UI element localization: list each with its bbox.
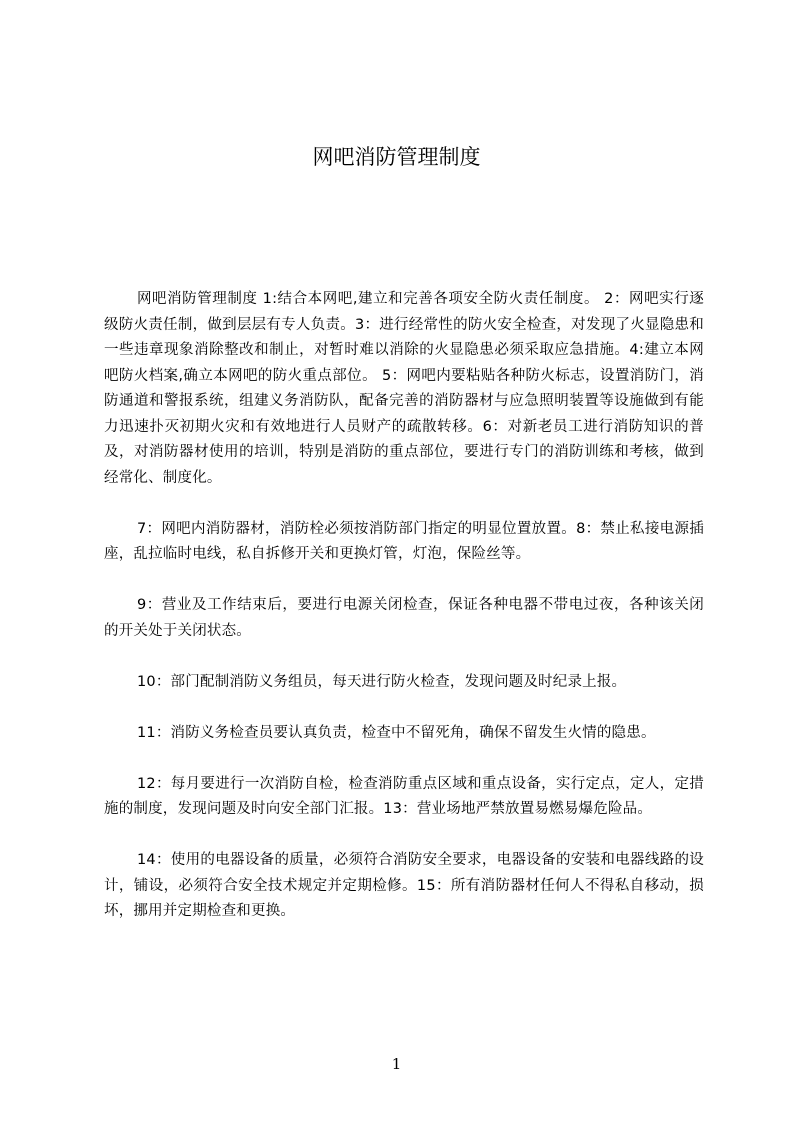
document-body (104, 287, 704, 925)
page-number: 1 (391, 1055, 402, 1073)
paragraph-4: 10：部门配制消防义务组员，每天进行防火检查，发现问题及时纪录上报。 (137, 673, 627, 690)
paragraph-3: 9：营业及工作结束后，要进行电源关闭检查，保证各种电器不带电过夜，各种该关闭的开关处于关闭状态。 (104, 597, 704, 639)
paragraph-7: 14：使用的电器设备的质量，必须符合消防安全要求，电器设备的安装和电器线路的设计，铺设，必须符合安全技术规定并定期检修。15：所有消防器材任何人不得私自移动，损坏，挪用并定期检查和更换。 (104, 852, 704, 919)
paragraph-6: 12：每月要进行一次消防自检，检查消防重点区域和重点设备，实行定点，定人，定措施的制度，发现问题及时向安全部门汇报。13：营业场地严禁放置易燃易爆危险品。 (104, 775, 704, 817)
paragraph-5: 11：消防义务检查员要认真负责，检查中不留死角，确保不留发生火情的隐患。 (137, 724, 656, 741)
paragraph-1: 网吧消防管理制度 1:结合本网吧,建立和完善各项安全防火责任制度。 2：网吧实行逐级防火责任制，做到层层有专人负责。3：进行经常性的防火安全检查，对发现了火显隐患和一些违章现象消除整改和制止，对暂时难以消除的火显隐患必须采取应急措施。4:建立本网吧防火档案,确立本网吧的防火重点部位。 5：网吧内要粘贴各种防火标志，设置消防门，消防通道和警报系统，组建义务消防队，配备完善的消防器材与应急照明装置等设施做到有能力迅速扑灭初期火灾和有效地进行人员财产的疏散转移。6：对新老员工进行消防知识的普及，对消防器材使用的培训，特别是消防的重点部位，要进行专门的消防训练和考核，做到经常化、制度化。 (104, 291, 704, 486)
paragraph-2: 7：网吧内消防器材，消防栓必须按消防部门指定的明显位置放置。8：禁止私接电源插座，乱拉临时电线，私自拆修开关和更换灯管，灯泡，保险丝等。 (104, 520, 704, 562)
page-title: 网吧消防管理制度 (312, 145, 481, 169)
